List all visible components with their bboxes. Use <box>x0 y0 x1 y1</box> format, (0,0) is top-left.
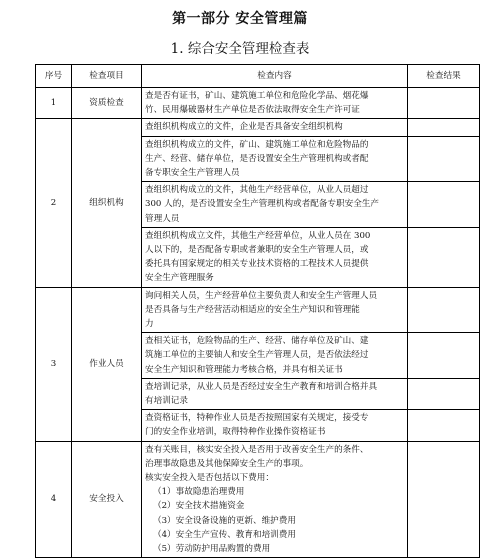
content-line: 管理人员 <box>145 213 180 224</box>
content-line: 查组织机构成立的文件，企业是否具备安全组织机构 <box>145 122 343 133</box>
table-title: 1. 综合安全管理检查表 <box>170 41 310 57</box>
check-content <box>142 182 408 228</box>
check-result-cell[interactable] <box>408 287 480 333</box>
check-result-cell[interactable] <box>408 378 480 409</box>
table-header-row <box>36 65 480 88</box>
check-content <box>142 119 408 136</box>
check-item: 安全投入 <box>72 441 142 558</box>
check-result-cell[interactable] <box>408 182 480 228</box>
content-line: 筑施工单位的主要铀人和安全生产管理人员，是否依法经过 <box>145 350 369 361</box>
check-result-cell[interactable] <box>408 441 480 558</box>
check-result-cell[interactable] <box>408 136 480 182</box>
check-content <box>142 410 408 441</box>
content-line: 300 人的，是否设置安全生产管理机构或者配备专职安全生产 <box>145 199 379 210</box>
content-line: （5）劳动防护用品购置的费用 <box>153 544 271 555</box>
content-line: 查有关账目，核实安全投入是否用于改善安全生产的条件、 <box>145 444 369 455</box>
part-title: 第一部分 安全管理篇 <box>172 11 308 27</box>
content-line: 是否具备与生产经营活动相适应的安全生产知识和管理能 <box>145 304 360 315</box>
content-line: 备专职安全生产管理人员 <box>145 168 240 179</box>
header-result: 检查结果 <box>408 65 480 88</box>
row-index: 2 <box>36 119 72 287</box>
check-result-cell[interactable] <box>408 227 480 287</box>
check-content <box>142 88 408 119</box>
check-item: 组织机构 <box>72 119 142 287</box>
safety-checklist-table <box>35 64 480 558</box>
row-index: 3 <box>36 287 72 441</box>
check-content <box>142 227 408 287</box>
content-line: 人以下的，是否配备专职或者兼职的安全生产管理人员，或 <box>145 245 369 256</box>
table-row <box>36 287 480 333</box>
row-index: 4 <box>36 441 72 558</box>
check-result-cell[interactable] <box>408 333 480 379</box>
check-content <box>142 378 408 409</box>
check-content <box>142 287 408 333</box>
content-line: 查培训记录，从业人员是否经过安全生产教育和培训合格并具 <box>145 381 378 392</box>
content-line: （2）安全技术措施资金 <box>153 501 245 512</box>
content-line: 力 <box>145 319 154 330</box>
table-row <box>36 119 480 136</box>
content-line: 询问相关人员，生产经营单位主要负责人和安全生产管理人员 <box>145 290 378 301</box>
header-content: 检查内容 <box>142 65 408 88</box>
content-line: 委托具有国家规定的相关专业技术资格的工程技术人员提供 <box>145 259 369 270</box>
content-line: 治理事故隐患及其他保障安全生产的事项。 <box>145 458 309 469</box>
check-content <box>142 333 408 379</box>
content-line: 核实安全投入是否包括以下费用： <box>145 473 274 484</box>
content-line: （4）安全生产宣传、教育和培训费用 <box>153 529 296 540</box>
check-result-cell[interactable] <box>408 410 480 441</box>
check-result-cell[interactable] <box>408 88 480 119</box>
header-index: 序号 <box>36 65 72 88</box>
content-line: 查组织机构成立的文件，其他生产经营单位，从业人员超过 <box>145 185 369 196</box>
table-body <box>36 88 480 558</box>
content-line: 查是否有证书，矿山、建筑施工单位和危险化学品、烟花爆 <box>145 91 369 101</box>
content-line: 安全生产管理服务 <box>145 273 214 284</box>
content-line: 有培训记录 <box>145 396 188 407</box>
content-line: （3）安全设备设施的更新、维护费用 <box>153 515 296 526</box>
check-result-cell[interactable] <box>408 119 480 136</box>
table-row <box>36 441 480 558</box>
content-line: 查组织机构成立文件，其他生产经营单位，从业人员在 300 <box>145 230 371 241</box>
header-item: 检查项目 <box>72 65 142 88</box>
content-line: （1）事故隐患治理费用 <box>153 487 245 498</box>
content-line: 查组织机构成立的文件，矿山、建筑施工单位和危险物品的 <box>145 139 369 150</box>
row-index: 1 <box>36 88 72 119</box>
content-line: 生产、经营、储存单位，是否设置安全生产管理机构或者配 <box>145 153 369 164</box>
content-line: 门的安全作业培训，取得特种作业操作资格证书 <box>145 427 326 438</box>
content-line: 查资格证书，特种作业人员是否按照国家有关规定，接受专 <box>145 413 369 424</box>
content-line: 安全生产知识和管理能力考核合格，并具有相关证书 <box>145 364 343 375</box>
check-content <box>142 441 408 558</box>
table-row <box>36 88 480 119</box>
check-item: 作业人员 <box>72 287 142 441</box>
check-item: 资质检查 <box>72 88 142 119</box>
check-content <box>142 136 408 182</box>
content-line: 查相关证书，危险物品的生产、经营、储存单位及矿山、建 <box>145 336 369 347</box>
content-line: 竹、民用爆破器材生产单位是否依法取得安全生产许可证 <box>145 105 360 116</box>
